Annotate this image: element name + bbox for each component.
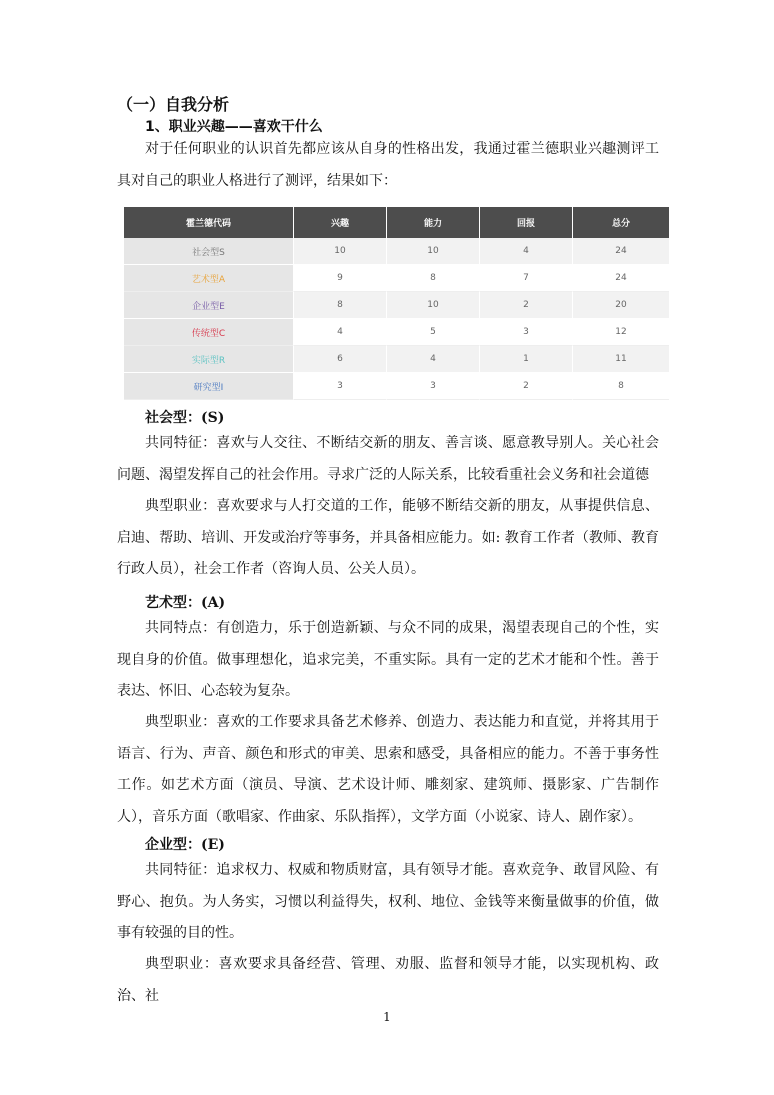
social-jobs-paragraph: 典型职业：喜欢要求与人打交道的工作，能够不断结交新的朋友，从事提供信息、启迪、帮助、培训、开发或治疗等事务，并具备相应能力。如: 教育工作者（教师、教育行政人员），社会工作者（咨询人员、公关人员）。 [117, 498, 659, 577]
header-total: 总分 [573, 207, 669, 238]
interest-cell: 10 [294, 238, 387, 265]
enterprising-type-heading: 企业型：(E) [145, 837, 225, 853]
code-cell: 研究型I [124, 373, 294, 400]
reward-cell: 2 [480, 292, 573, 319]
code-cell: 艺术型A [124, 265, 294, 292]
code-cell: 社会型S [124, 238, 294, 265]
table-row [124, 319, 669, 346]
enterprising-jobs-paragraph: 典型职业：喜欢要求具备经营、管理、劝服、监督和领导才能，以实现机构、政治、社 [117, 956, 659, 1004]
ability-cell: 10 [387, 292, 480, 319]
ability-cell: 4 [387, 346, 480, 373]
interest-cell: 6 [294, 346, 387, 373]
code-cell: 实际型R [124, 346, 294, 373]
artistic-traits-paragraph: 共同特点：有创造力，乐于创造新颖、与众不同的成果，渴望表现自己的个性，实现自身的价值。做事理想化，追求完美，不重实际。具有一定的艺术才能和个性。善于表达、怀旧、心态较为复杂。 [117, 620, 659, 699]
intro-paragraph: 对于任何职业的认识首先都应该从自身的性格出发，我通过霍兰德职业兴趣测评工具对自己的职业人格进行了测评，结果如下： [117, 141, 659, 189]
total-cell: 12 [573, 319, 669, 346]
social-type-heading: 社会型：(S) [145, 410, 225, 426]
table-header-row [124, 207, 669, 238]
table-row [124, 373, 669, 400]
header-interest: 兴趣 [294, 207, 387, 238]
table-row [124, 265, 669, 292]
reward-cell: 2 [480, 373, 573, 400]
page-number: 1 [383, 1010, 391, 1024]
social-traits-paragraph: 共同特征：喜欢与人交往、不断结交新的朋友、善言谈、愿意教导别人。关心社会问题、渴望发挥自己的社会作用。寻求广泛的人际关系，比较看重社会义务和社会道德 [117, 435, 659, 483]
total-cell: 24 [573, 238, 669, 265]
reward-cell: 4 [480, 238, 573, 265]
artistic-jobs-paragraph: 典型职业：喜欢的工作要求具备艺术修养、创造力、表达能力和直觉，并将其用于语言、行为、声音、颜色和形式的审美、思索和感受，具备相应的能力。不善于事务性工作。如艺术方面（演员、导演、艺术设计师、雕刻家、建筑师、摄影家、广告制作人），音乐方面（歌唱家、作曲家、乐队指挥），文学方面（小说家、诗人、剧作家）。 [117, 714, 659, 825]
total-cell: 24 [573, 265, 669, 292]
total-cell: 8 [573, 373, 669, 400]
total-cell: 11 [573, 346, 669, 373]
holland-code-table [124, 207, 669, 400]
ability-cell: 3 [387, 373, 480, 400]
reward-cell: 1 [480, 346, 573, 373]
code-cell: 传统型C [124, 319, 294, 346]
enterprising-traits-paragraph: 共同特征：追求权力、权威和物质财富，具有领导才能。喜欢竞争、敢冒风险、有野心、抱负。为人务实，习惯以利益得失，权利、地位、金钱等来衡量做事的价值，做事有较强的目的性。 [117, 862, 659, 941]
interest-cell: 8 [294, 292, 387, 319]
artistic-type-heading: 艺术型：(A) [145, 595, 226, 611]
table-row [124, 238, 669, 265]
total-cell: 20 [573, 292, 669, 319]
header-ability: 能力 [387, 207, 480, 238]
ability-cell: 8 [387, 265, 480, 292]
header-code: 霍兰德代码 [124, 207, 294, 238]
interest-cell: 3 [294, 373, 387, 400]
interest-cell: 4 [294, 319, 387, 346]
reward-cell: 7 [480, 265, 573, 292]
ability-cell: 10 [387, 238, 480, 265]
header-reward: 回报 [480, 207, 573, 238]
reward-cell: 3 [480, 319, 573, 346]
subsection-heading: 1、职业兴趣——喜欢干什么 [145, 119, 323, 135]
table-row [124, 346, 669, 373]
code-cell: 企业型E [124, 292, 294, 319]
section-heading: （一）自我分析 [117, 95, 230, 114]
ability-cell: 5 [387, 319, 480, 346]
interest-cell: 9 [294, 265, 387, 292]
table-row [124, 292, 669, 319]
